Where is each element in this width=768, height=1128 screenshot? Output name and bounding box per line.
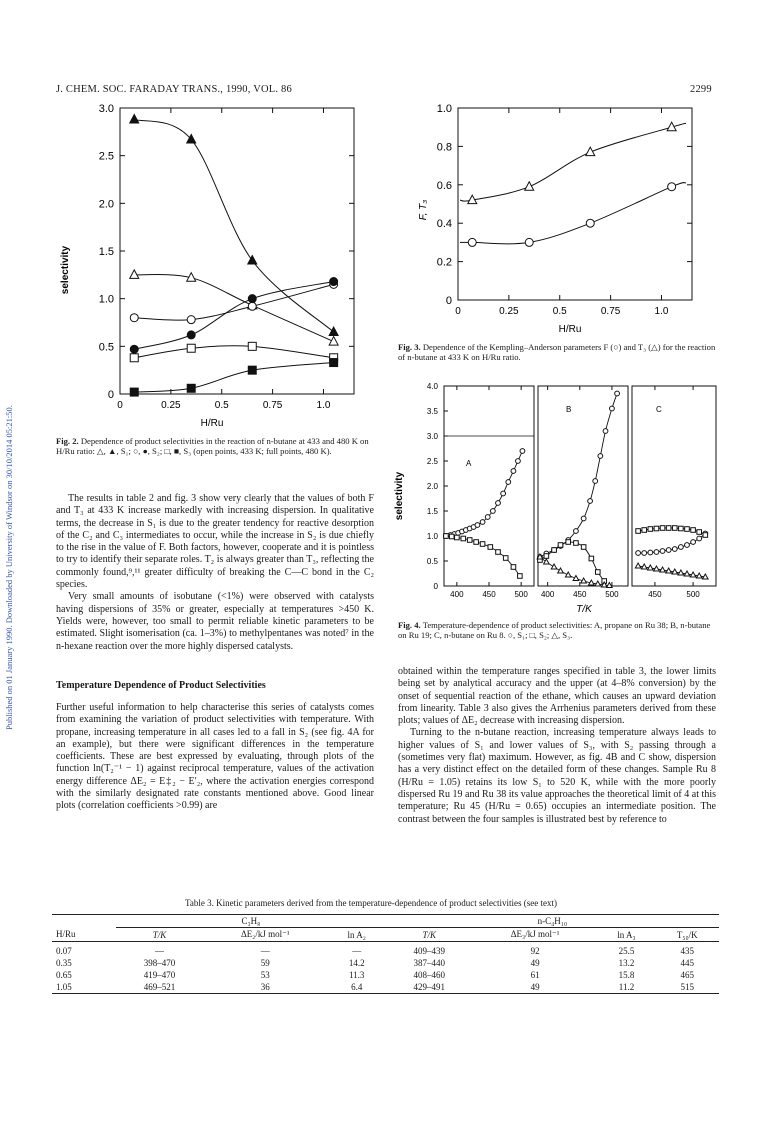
table-cell: 11.2 bbox=[618, 982, 635, 992]
table-cell: 61 bbox=[530, 970, 540, 980]
fig2-ytick-label: 1.0 bbox=[98, 293, 114, 306]
fig4-point bbox=[696, 573, 702, 578]
fig2-frame bbox=[120, 108, 354, 394]
table-cell: 469–521 bbox=[143, 982, 176, 992]
fig4-point bbox=[648, 527, 653, 532]
fig2-point bbox=[248, 366, 256, 374]
fig4-panel-frame bbox=[632, 386, 716, 586]
fig2-series-line bbox=[134, 282, 333, 350]
table-cell: 6.4 bbox=[351, 982, 363, 992]
fig4-point bbox=[581, 516, 586, 521]
fig4-point bbox=[496, 550, 501, 555]
fig2-point bbox=[130, 388, 138, 396]
fig4-point bbox=[520, 449, 525, 454]
fig2-point bbox=[130, 114, 139, 123]
table3-header: ΔE₃/kJ mol⁻¹ bbox=[510, 929, 560, 939]
fig4-point bbox=[660, 526, 665, 531]
table3 bbox=[52, 914, 719, 994]
fig3-series-line bbox=[460, 183, 686, 244]
fig4-xtick-label: 450 bbox=[573, 590, 587, 599]
fig3-ytick-label: 0 bbox=[445, 295, 452, 307]
table-cell: 398–470 bbox=[143, 958, 176, 968]
table-cell: 429–491 bbox=[413, 982, 445, 992]
fig3-ytick-label: 0.6 bbox=[436, 179, 452, 192]
fig2-point bbox=[187, 331, 195, 339]
fig4-ytick-label: 4.0 bbox=[426, 382, 438, 391]
fig4-point bbox=[480, 520, 485, 525]
fig4-point bbox=[672, 547, 677, 552]
fig2-point bbox=[130, 354, 138, 362]
fig2-ytick-label: 2.0 bbox=[98, 198, 114, 211]
fig4-point bbox=[552, 548, 557, 553]
fig3-xlabel: H/Ru bbox=[558, 324, 582, 335]
fig2-point bbox=[130, 314, 138, 322]
fig2-xtick-label: 0.5 bbox=[214, 400, 229, 411]
table3-group-propane: C₃H₈ bbox=[116, 915, 386, 928]
fig4-point bbox=[511, 565, 516, 570]
fig4-point bbox=[641, 564, 647, 569]
fig2-point bbox=[130, 345, 138, 353]
fig4-point bbox=[475, 523, 480, 528]
fig3-xtick-label: 0.5 bbox=[552, 306, 567, 317]
fig4-point bbox=[565, 572, 571, 577]
fig4-ytick-label: 3.0 bbox=[426, 432, 438, 441]
fig4-point bbox=[551, 564, 557, 569]
fig4-point bbox=[503, 556, 508, 561]
fig4-point bbox=[581, 545, 586, 550]
fig4-ytick-label: 0 bbox=[433, 582, 438, 591]
fig4-point bbox=[593, 479, 598, 484]
fig2-point bbox=[330, 278, 338, 286]
fig4-ytick-label: 1.5 bbox=[426, 507, 438, 516]
table-cell: 387–440 bbox=[413, 958, 445, 968]
fig4-point bbox=[558, 543, 563, 548]
fig4-xtick-label: 400 bbox=[450, 590, 464, 599]
paragraph: obtained within the temperature ranges specified in table 3, the lower limits being set by analytical accuracy and the upper (at 4–8% conversion) by the onset of sequential reaction of the ethane, which causes an upward deviation from linearity. Table 3 also gives the Arrhenius parameters derived from these plots; values of ΔE₂ decrease with increasing dispersion. bbox=[398, 666, 716, 727]
fig4-point bbox=[485, 515, 490, 520]
fig4-point bbox=[467, 538, 472, 543]
fig4-point bbox=[544, 554, 549, 559]
fig4-chart bbox=[392, 378, 722, 616]
section-heading: Temperature Dependence of Product Selectivities bbox=[56, 680, 266, 691]
fig4-point bbox=[589, 556, 594, 561]
table-cell: 0.07 bbox=[56, 946, 72, 956]
table3-header: H/Ru bbox=[56, 929, 76, 940]
fig2-xtick-label: 0.75 bbox=[262, 400, 283, 411]
fig4-point bbox=[660, 567, 666, 572]
table3-header: T/K bbox=[152, 929, 167, 940]
fig4-panel-label: C bbox=[656, 405, 662, 414]
fig4-point bbox=[654, 566, 660, 571]
paragraph: Further useful information to help characterise this series of catalysts comes from examining the variation of product selectivities with temperature. With propane, increasing temperature in all cases led to a fall in S₂ (see fig. 4A for an example), but there were significant differences in the temperature coefficients. These are best expressed by evaluating, through plots of the function ln(T₂⁻¹ − 1) against reciprocal temperature, values of the activation energy difference ΔE₂ = E‡₂ − E′₂, where the activation energies correspond with the similarly designated rate constants mentioned above. Good linear plots (correlation coefficients >0.99) are bbox=[56, 702, 374, 812]
fig4-point bbox=[615, 391, 620, 396]
paragraph: Turning to the n-butane reaction, increasing temperature always leads to higher values of S₁ and lower values of S₃, with S₂ passing through a (sometimes very flat) maximum. However, as fig. 4B and C show, dispersion has a very distinct effect on the detailed form of these changes. Sample Ru 8 (H/Ru = 1.05) retains its low S₁ to 520 K, while with the more poorly dispersed Ru 19 and Ru 38 its value approaches the theoretical limit of 4 at this temperature; Ru 45 (H/Ru = 0.65) occupies an intermediate position. The contrast between the four samples is illustrated best by reference to bbox=[398, 727, 716, 825]
table-cell: 49 bbox=[530, 958, 540, 968]
paragraph: Very small amounts of isobutane (<1%) were observed with catalysts having dispersions of 35% or greater, especially at temperatures >450 K. Yields were, however, too small to permit reliable kinetic parameters to be estimated. Slight isomerisation (ca. 1–3%) to methylpentanes was noted⁷ in the n-hexane reaction over the more highly dispersed catalysts. bbox=[56, 591, 374, 652]
fig3-point bbox=[586, 219, 594, 227]
fig2-point bbox=[329, 327, 338, 336]
fig3-ytick-label: 0.8 bbox=[436, 141, 452, 154]
table-row bbox=[52, 942, 719, 958]
fig4-point bbox=[678, 545, 683, 550]
fig2-series-line bbox=[134, 284, 333, 320]
fig4-point bbox=[642, 551, 647, 556]
fig3-point bbox=[525, 238, 533, 246]
fig4-point bbox=[672, 526, 677, 531]
fig3-series-line bbox=[460, 123, 686, 201]
table-cell: 515 bbox=[680, 982, 695, 992]
fig4-ylabel: selectivity bbox=[394, 471, 405, 521]
fig2-point bbox=[330, 359, 338, 367]
fig4-point bbox=[635, 563, 641, 568]
fig4-point bbox=[581, 578, 587, 583]
fig2-series-line bbox=[134, 363, 333, 393]
table-cell: 53 bbox=[260, 970, 270, 980]
fig4-ytick-label: 2.5 bbox=[426, 457, 438, 466]
fig4-ytick-label: 0.5 bbox=[426, 557, 438, 566]
fig3-xtick-label: 0.25 bbox=[499, 306, 519, 317]
fig4-point bbox=[607, 583, 613, 588]
fig3-chart bbox=[410, 100, 710, 336]
fig4-point bbox=[595, 581, 601, 586]
fig4-point bbox=[558, 568, 564, 573]
left-column-cont bbox=[56, 702, 374, 813]
fig3-point bbox=[525, 182, 534, 191]
fig3-xtick-label: 0.75 bbox=[600, 306, 621, 317]
fig4-point bbox=[691, 540, 696, 545]
fig2-point bbox=[329, 337, 338, 346]
table-cell: 435 bbox=[680, 946, 695, 956]
fig2-series-line bbox=[134, 346, 333, 358]
table-cell: 408–460 bbox=[413, 970, 445, 980]
table-row bbox=[52, 969, 719, 981]
table-cell: 92 bbox=[530, 946, 540, 956]
fig3-ytick-label: 0.4 bbox=[436, 218, 452, 231]
fig4-xtick-label: 450 bbox=[482, 590, 496, 599]
fig4-point bbox=[610, 406, 615, 411]
table-cell: 25.5 bbox=[618, 946, 635, 956]
page-number: 2299 bbox=[690, 84, 712, 95]
fig4-point bbox=[566, 540, 571, 545]
fig4-xtick-label: 500 bbox=[514, 590, 528, 599]
fig4-xtick-label: 450 bbox=[648, 590, 662, 599]
fig3-point bbox=[468, 238, 476, 246]
table3-header: T/K bbox=[422, 929, 437, 940]
table-cell: 49 bbox=[530, 982, 540, 992]
fig3-xtick-label: 0 bbox=[455, 306, 461, 317]
fig2-point bbox=[130, 270, 139, 279]
fig2-ytick-label: 2.5 bbox=[98, 150, 114, 163]
fig4-point bbox=[666, 568, 672, 573]
fig4-point bbox=[573, 576, 579, 581]
fig4-caption: Fig. 4. Temperature-dependence of product selectivities: A, propane on Ru 38; B, n-butane on Ru 19; C, n-butane on Ru 8. ○, S₁; □, S₂; △, S₃. bbox=[398, 620, 711, 641]
fig4-point bbox=[501, 491, 506, 496]
fig4-xtick-label: 400 bbox=[540, 590, 555, 599]
fig4-point bbox=[455, 535, 460, 540]
table-cell: 419–470 bbox=[143, 970, 176, 980]
table-cell: 15.8 bbox=[618, 970, 635, 980]
fig4-point bbox=[691, 528, 696, 533]
table-cell: 11.3 bbox=[349, 970, 365, 980]
fig4-point bbox=[697, 536, 702, 541]
fig2-point bbox=[187, 344, 195, 352]
table-cell: 0.65 bbox=[56, 970, 72, 980]
fig4-panel-label: A bbox=[466, 459, 472, 468]
fig2-ytick-label: 3.0 bbox=[98, 103, 114, 115]
fig4-point bbox=[474, 540, 479, 545]
fig4-xtick-label: 500 bbox=[686, 590, 700, 599]
fig4-point bbox=[588, 499, 593, 504]
fig2-chart bbox=[52, 100, 374, 430]
fig4-point bbox=[648, 565, 654, 570]
paragraph: The results in table 2 and fig. 3 show very clearly that the values of both F and T₃ at 433 K increase markedly with increasing dispersion. In qualitative terms, the decrease in S₁ is due to the greater tendency for reactive desorption of the C₂ and C₃ intermediates to occur, while the increase in S₂ is due chiefly to the rise in the value of F. Both factors, however, cooperate and it is pointless to try to identify their separate roles. T₂ is always greater than T₃, reflecting the commonly found,⁹,¹¹ greater difficulty of breaking the C—C bond in the C₂ species. bbox=[56, 493, 374, 591]
fig4-point bbox=[685, 543, 690, 548]
fig2-ytick-label: 0.5 bbox=[98, 341, 114, 354]
table-cell: 59 bbox=[260, 958, 270, 968]
fig4-point bbox=[449, 534, 454, 539]
fig3-ylabel: F, T₃ bbox=[418, 199, 429, 221]
fig4-point bbox=[598, 454, 603, 459]
fig4-point bbox=[679, 526, 684, 531]
fig4-point bbox=[461, 536, 466, 541]
fig2-point bbox=[248, 295, 256, 303]
fig4-series-line bbox=[540, 542, 604, 581]
fig4-point bbox=[511, 469, 516, 474]
running-header: J. CHEM. SOC. FARADAY TRANS., 1990, VOL. 86 bbox=[56, 84, 292, 95]
table3-header: T₅₀/K bbox=[676, 929, 698, 940]
fig4-point bbox=[636, 529, 641, 534]
fig4-point bbox=[589, 580, 595, 585]
fig4-point bbox=[672, 569, 678, 574]
table-cell: 36 bbox=[260, 982, 270, 992]
table3-header: ΔE₂/kJ mol⁻¹ bbox=[240, 929, 290, 939]
fig4-point bbox=[703, 533, 708, 538]
fig4-point bbox=[690, 572, 696, 577]
fig4-point bbox=[595, 570, 600, 575]
fig2-series-line bbox=[134, 119, 333, 332]
fig4-point bbox=[666, 548, 671, 553]
fig4-xtick-label: 500 bbox=[605, 590, 619, 599]
table3-header: ln A₂ bbox=[347, 929, 366, 940]
fig4-point bbox=[544, 559, 550, 564]
fig4-point bbox=[636, 551, 641, 556]
fig2-ytick-label: 1.5 bbox=[98, 246, 114, 258]
fig4-point bbox=[660, 549, 665, 554]
fig4-point bbox=[490, 509, 495, 514]
fig4-point bbox=[666, 526, 671, 531]
table-cell: 13.2 bbox=[618, 958, 635, 968]
table-cell: 1.05 bbox=[56, 982, 72, 992]
fig2-xtick-label: 0 bbox=[117, 400, 123, 411]
fig4-point bbox=[678, 570, 684, 575]
fig3-ytick-label: 0.2 bbox=[436, 256, 452, 269]
table-cell: — bbox=[260, 946, 270, 956]
fig4-point bbox=[684, 571, 690, 576]
fig4-point bbox=[518, 574, 523, 579]
download-note: Published on 01 January 1990. Downloaded by University of Windsor on 30/10/2014 05:21:50. bbox=[4, 405, 14, 730]
fig4-ytick-label: 1.0 bbox=[426, 532, 438, 541]
fig4-point bbox=[603, 429, 608, 434]
fig3-ytick-label: 1.0 bbox=[436, 103, 452, 115]
fig4-point bbox=[703, 574, 709, 579]
table-row bbox=[52, 957, 719, 969]
fig4-point bbox=[642, 528, 647, 533]
fig4-panel-frame bbox=[444, 386, 534, 586]
fig4-panel-label: B bbox=[566, 405, 572, 414]
fig4-xlabel: T/K bbox=[576, 604, 592, 615]
table-cell: 409–439 bbox=[413, 946, 445, 956]
table-cell: 445 bbox=[680, 958, 695, 968]
table-cell: — bbox=[154, 946, 164, 956]
fig4-point bbox=[488, 545, 493, 550]
fig4-point bbox=[648, 550, 653, 555]
fig2-point bbox=[248, 342, 256, 350]
fig4-point bbox=[496, 501, 501, 506]
fig2-point bbox=[248, 302, 256, 310]
table-cell: — bbox=[352, 946, 362, 956]
fig2-ylabel: selectivity bbox=[60, 245, 71, 295]
fig3-point bbox=[668, 183, 676, 191]
fig3-frame bbox=[458, 108, 692, 300]
fig4-series-line bbox=[540, 394, 617, 558]
fig4-point bbox=[574, 529, 579, 534]
table-row bbox=[52, 981, 719, 993]
fig2-point bbox=[187, 384, 195, 392]
fig4-point bbox=[654, 550, 659, 555]
fig4-point bbox=[574, 541, 579, 546]
fig4-ytick-label: 3.5 bbox=[426, 407, 438, 416]
fig3-xtick-label: 1.0 bbox=[654, 306, 669, 317]
fig2-ytick-label: 0 bbox=[107, 389, 114, 401]
right-column bbox=[398, 666, 716, 826]
fig4-panel-frame bbox=[538, 386, 628, 586]
fig4-point bbox=[654, 526, 659, 531]
fig2-xtick-label: 0.25 bbox=[161, 400, 181, 411]
fig4-point bbox=[516, 459, 521, 464]
fig3-caption: Fig. 3. Dependence of the Kempling–Anderson parameters F (○) and T₃ (△) for the reaction of n-butane at 433 K on H/Ru ratio. bbox=[398, 342, 716, 363]
table3-caption: Table 3. Kinetic parameters derived from the temperature-dependence of product selectivities (see text) bbox=[185, 898, 557, 908]
left-column bbox=[56, 493, 374, 653]
fig4-ytick-label: 2.0 bbox=[426, 482, 438, 491]
fig2-xlabel: H/Ru bbox=[200, 418, 224, 429]
fig4-point bbox=[480, 542, 485, 547]
table-cell: 0.35 bbox=[56, 958, 72, 968]
table3-header: ln A₃ bbox=[617, 929, 636, 940]
table3-group-butane: n-C₄H₁₀ bbox=[386, 915, 719, 928]
fig4-point bbox=[697, 530, 702, 535]
table-cell: 14.2 bbox=[348, 958, 365, 968]
fig4-point bbox=[685, 527, 690, 532]
fig2-caption: Fig. 2. Dependence of product selectivities in the reaction of n-butane at 433 and 480 K on H/Ru ratio: △, ▲, S₁; ○, ●, S₂; □, ■, S₃ (open points, 433 K; full points, 480 K). bbox=[56, 436, 369, 457]
fig4-point bbox=[444, 534, 449, 539]
fig2-xtick-label: 1.0 bbox=[316, 400, 331, 411]
fig2-point bbox=[187, 316, 195, 324]
fig4-point bbox=[506, 480, 511, 485]
table-cell: 465 bbox=[680, 970, 695, 980]
